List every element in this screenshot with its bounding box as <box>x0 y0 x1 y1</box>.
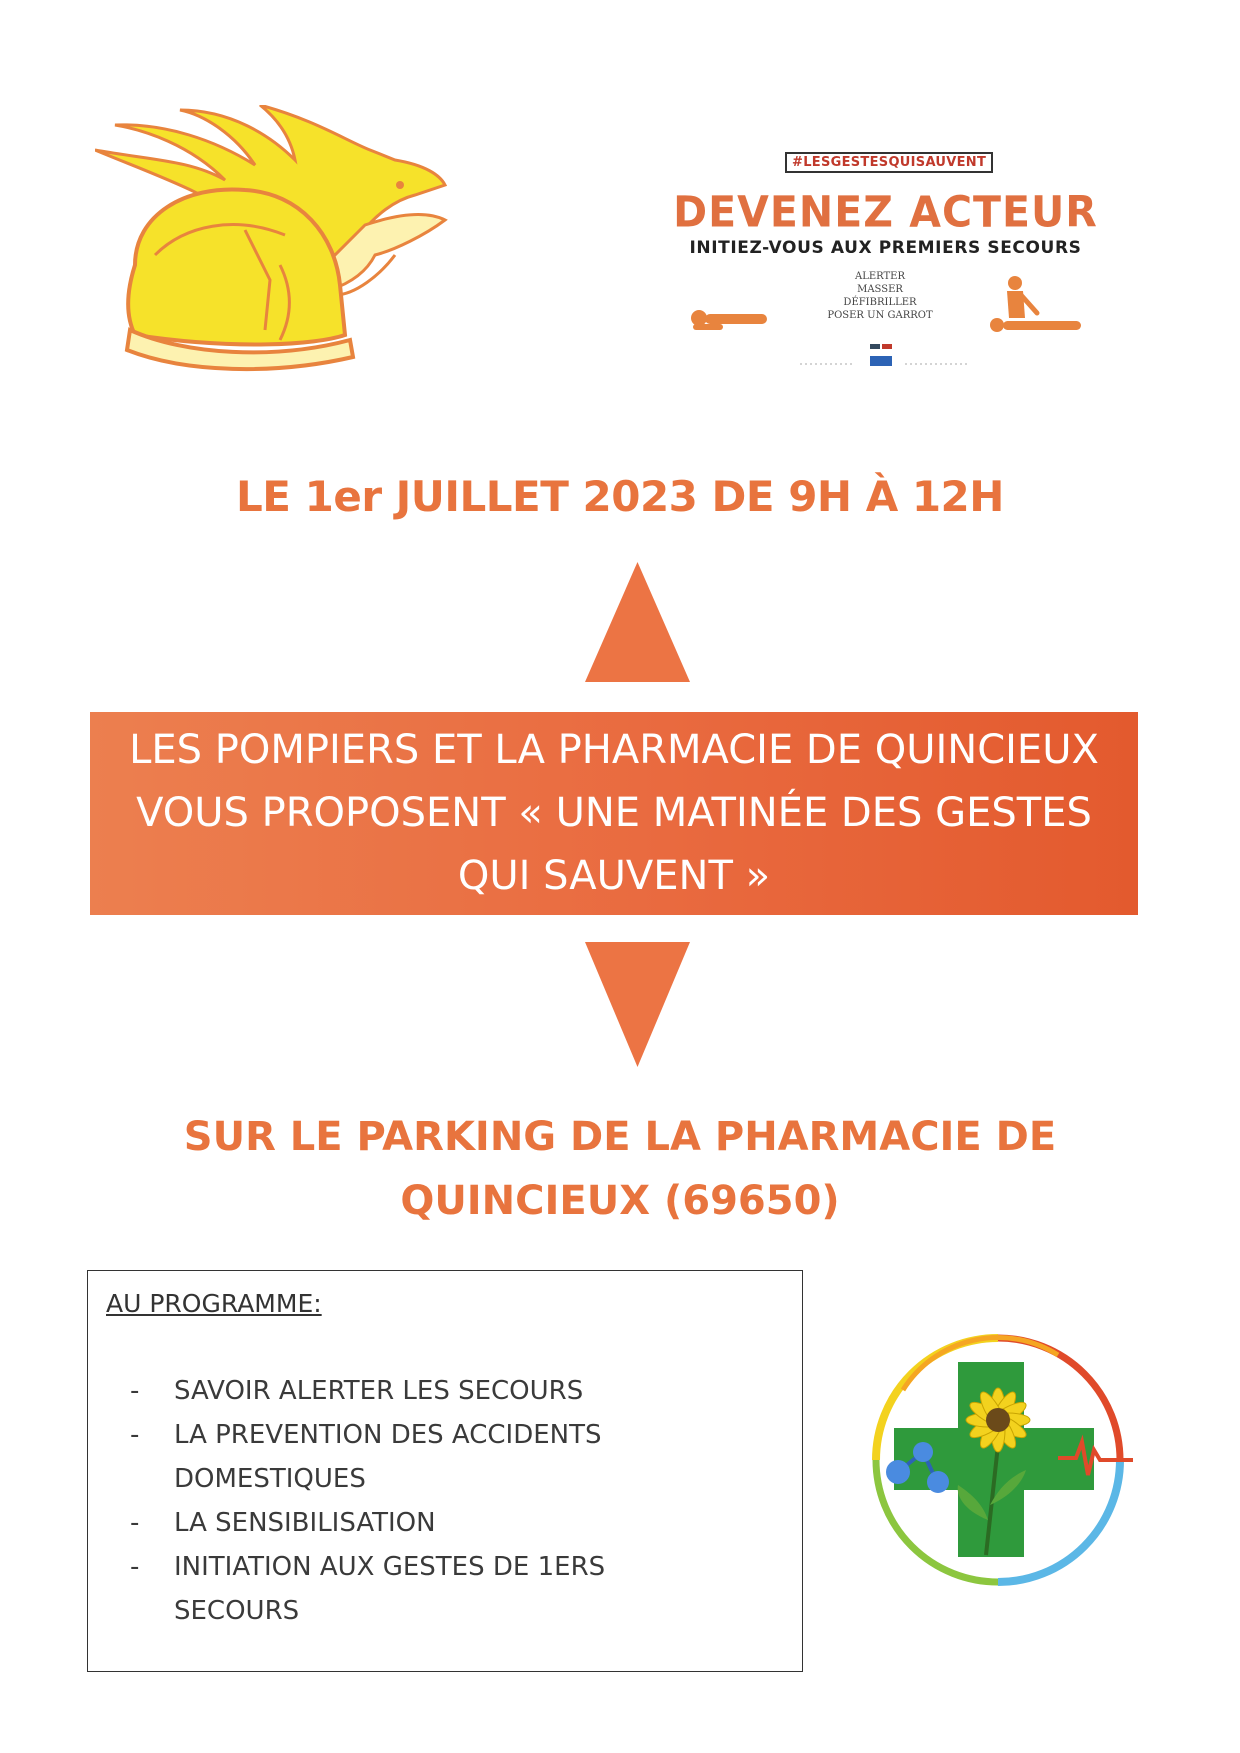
campaign-action: DÉFIBRILLER <box>843 297 917 308</box>
bullet-dash: - <box>130 1508 140 1538</box>
program-list <box>130 1369 694 1633</box>
campaign-action: POSER UN GARROT <box>827 310 933 321</box>
pharmacy-cross-logo <box>858 1320 1138 1600</box>
arrow-down-icon <box>585 942 690 1067</box>
campaign-title: DEVENEZ ACTEUR <box>673 186 1098 238</box>
event-headline: LES POMPIERS ET LA PHARMACIE DE QUINCIEUX VOUS PROPOSENT « UNE MATINÉE DES GESTES QUI SAUVENT » <box>129 727 1099 899</box>
campaign-action: MASSER <box>857 284 903 295</box>
location-line-1: SUR LE PARKING DE LA PHARMACIE DE <box>183 1114 1057 1160</box>
event-date: LE 1er JUILLET 2023 DE 9H À 12H <box>236 472 1004 521</box>
program-item-text: LA PREVENTION DES ACCIDENTS <box>174 1420 602 1450</box>
campaign-subtitle: INITIEZ-VOUS AUX PREMIERS SECOURS <box>689 238 1082 258</box>
cpr-figure-icon <box>985 273 1085 343</box>
program-item <box>130 1501 694 1545</box>
campaign-hashtag: #LESGESTESQUISAUVENT <box>785 152 993 173</box>
partner-logos <box>800 344 970 374</box>
program-item-text: SAVOIR ALERTER LES SECOURS <box>174 1376 584 1406</box>
program-item <box>130 1545 694 1633</box>
program-item-text: DOMESTIQUES <box>174 1464 366 1494</box>
recovery-position-icon <box>685 300 775 340</box>
campaign-action: ALERTER <box>854 271 905 282</box>
program-item <box>130 1413 694 1501</box>
location-line-2: QUINCIEUX (69650) <box>400 1178 840 1224</box>
campaign-banner <box>650 148 1115 378</box>
program-box <box>87 1270 803 1672</box>
event-headline-box <box>90 712 1138 915</box>
bullet-dash: - <box>130 1420 140 1450</box>
program-item-text: SECOURS <box>174 1596 300 1626</box>
program-item-text: LA SENSIBILISATION <box>174 1508 436 1538</box>
event-location <box>0 1105 1240 1233</box>
bullet-dash: - <box>130 1552 140 1582</box>
program-title: AU PROGRAMME: <box>106 1289 322 1318</box>
program-item <box>130 1369 694 1413</box>
arrow-up-icon <box>585 562 690 682</box>
bullet-dash: - <box>130 1376 140 1406</box>
campaign-actions <box>810 270 950 322</box>
firefighter-lion-logo <box>95 105 450 385</box>
program-item-text: INITIATION AUX GESTES DE 1ERS <box>174 1552 606 1582</box>
